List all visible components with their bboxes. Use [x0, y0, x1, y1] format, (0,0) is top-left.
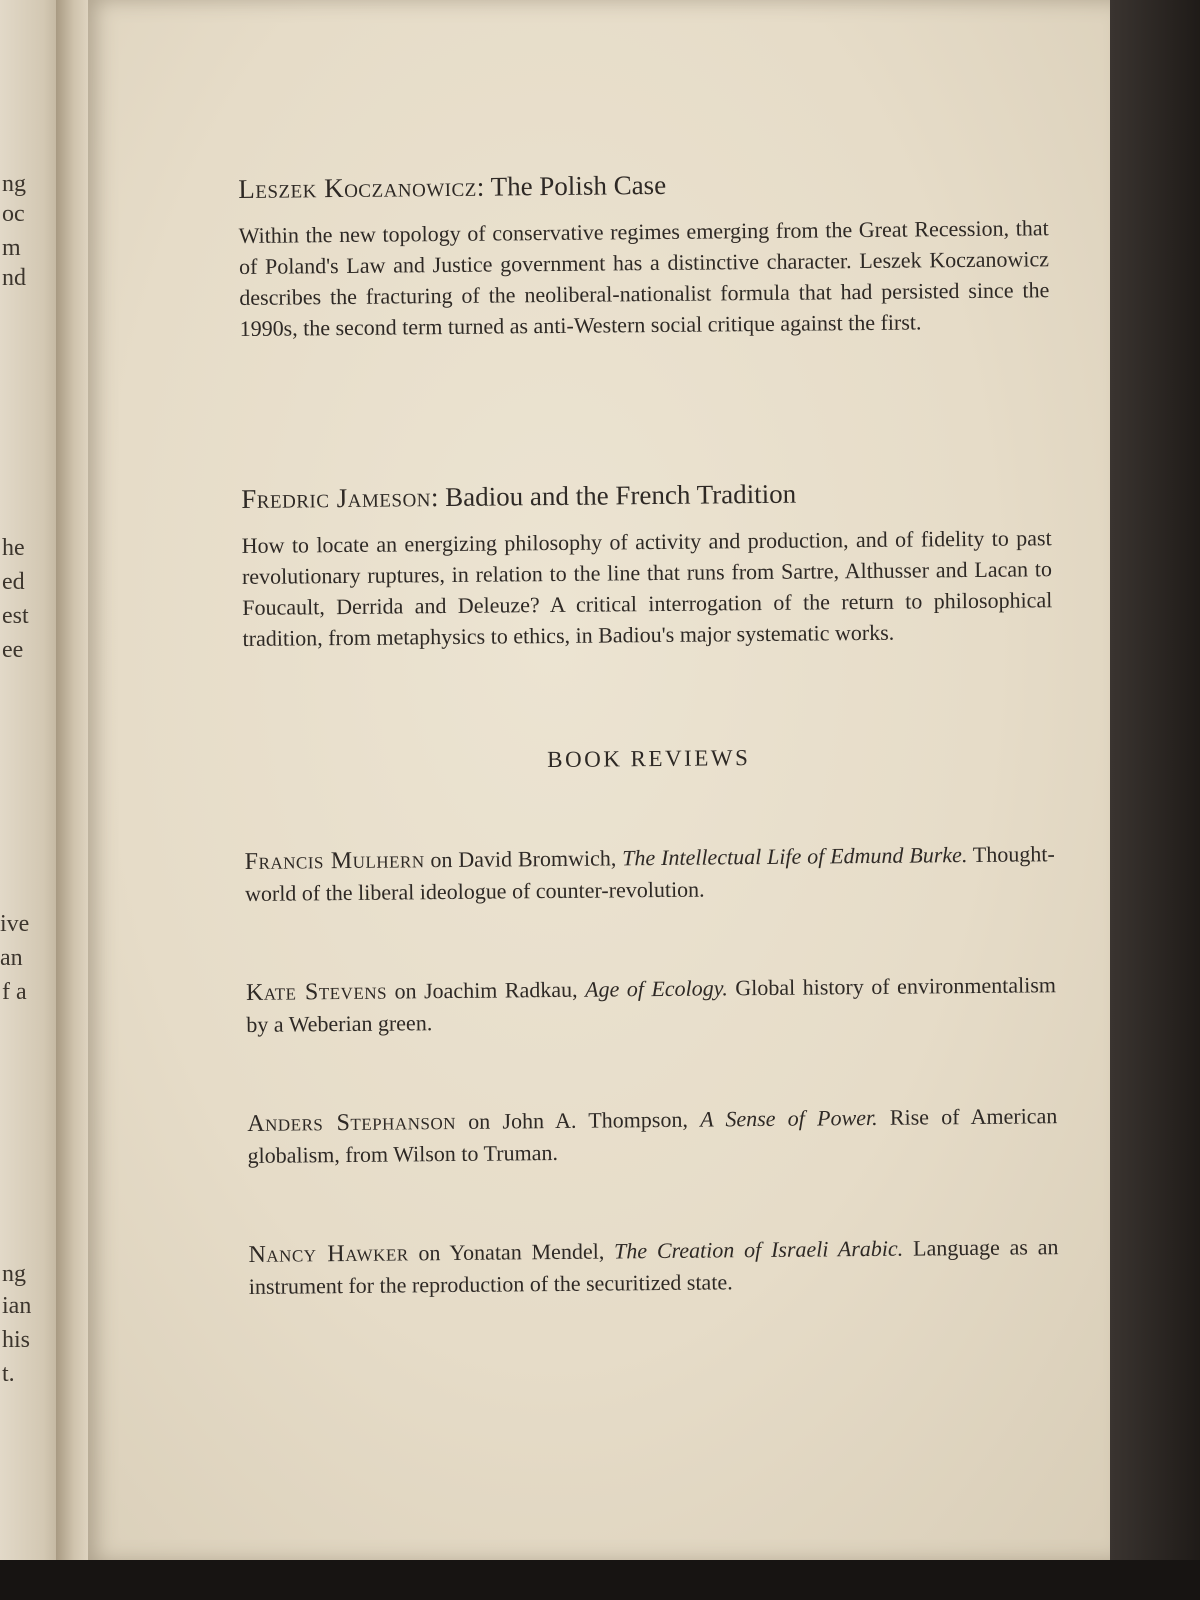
- left-page-fragment: est: [2, 603, 29, 629]
- book-author: David Bromwich,: [458, 845, 617, 872]
- reviewer-name: Kate Stevens: [245, 978, 388, 1006]
- left-page-fragment: he: [2, 535, 25, 561]
- book-title: The Intellectual Life of Edmund Burke.: [622, 842, 968, 871]
- review-entry: [248, 1231, 1059, 1302]
- review-on: on: [394, 978, 417, 1004]
- review-summary: Thought-world of the liberal ideologue of counter-revolution.: [244, 841, 1055, 906]
- article-abstract: How to locate an energizing philosophy of activity and production, and of fidelity to past revolutionary ruptures, in relation to the line that runs from Sartre, Althusser and Lacan to Foucault, Derrida and Deleuze? A critical interrogation of the return to philosophical tradition, from metaphysics to ethics, in Badiou's major systematic works.: [241, 525, 1053, 651]
- heading-separator: :: [430, 482, 439, 513]
- facing-left-page: [0, 0, 62, 1570]
- article-entry: [241, 474, 1053, 654]
- article-author: Fredric Jameson: [241, 482, 432, 514]
- left-page-fragment: f a: [2, 979, 27, 1005]
- left-page-fragment: ian: [2, 1293, 32, 1319]
- review-on: on: [468, 1108, 491, 1134]
- book-page: [88, 0, 1118, 1562]
- book-author: Yonatan Mendel,: [449, 1238, 605, 1266]
- book-author: Joachim Radkau,: [423, 976, 578, 1004]
- article-heading: [241, 474, 1051, 516]
- left-page-fragment: his: [2, 1327, 31, 1353]
- review-summary: Global history of environmentalism by a Weberian green.: [246, 972, 1057, 1037]
- review-on: on: [430, 846, 453, 873]
- article-title: The Polish Case: [490, 169, 667, 202]
- left-page-fragment: t.: [2, 1361, 15, 1387]
- background-dark-edge: [1110, 0, 1200, 1600]
- book-reviews-heading: BOOK REVIEWS: [547, 745, 751, 773]
- book-title: A Sense of Power.: [700, 1104, 878, 1132]
- left-page-fragment: oc: [2, 201, 25, 227]
- left-page-fragment: ed: [2, 569, 25, 595]
- book-title: Age of Ecology.: [584, 975, 728, 1002]
- book-author: John A. Thompson,: [502, 1106, 689, 1134]
- article-entry: [238, 164, 1050, 344]
- review-summary: Rise of American globalism, from Wilson to Truman.: [247, 1103, 1058, 1168]
- reviewer-name: Francis Mulhern: [244, 847, 425, 875]
- left-page-fragment: ee: [2, 637, 24, 663]
- left-page-fragment: an: [0, 945, 23, 971]
- review-entry: [246, 969, 1057, 1040]
- reviewer-name: Nancy Hawker: [248, 1240, 409, 1268]
- review-summary: Language as an instrument for the reproduction of the securitized state.: [248, 1234, 1059, 1299]
- heading-separator: :: [476, 171, 485, 202]
- review-on: on: [418, 1240, 441, 1266]
- left-page-fragment: nd: [2, 265, 26, 291]
- left-page-fragment: ng: [2, 171, 26, 197]
- book-title: The Creation of Israeli Arabic.: [613, 1235, 904, 1264]
- review-entry: [245, 838, 1056, 909]
- article-abstract: Within the new topology of conservative regimes emerging from the Great Recession, that of Poland's Law and Justice government has a distinctive character. Leszek Koczanowicz describes the fracturing of the neoliberal-nationalist formula that had persisted since the 1990s, the second term turned as anti-Western social critique against the first.: [238, 215, 1050, 341]
- left-page-fragment: ng: [2, 1261, 26, 1287]
- reviewer-name: Anders Stephanson: [247, 1108, 457, 1137]
- background-dark-bottom: [0, 1560, 1200, 1600]
- article-heading: [238, 164, 1048, 206]
- left-page-fragment: m: [2, 235, 21, 261]
- article-title: Badiou and the French Tradition: [445, 478, 797, 513]
- left-page-fragment: ive: [0, 911, 30, 937]
- page-content: [238, 152, 1059, 1302]
- review-entry: [247, 1100, 1058, 1171]
- article-author: Leszek Koczanowicz: [238, 171, 477, 204]
